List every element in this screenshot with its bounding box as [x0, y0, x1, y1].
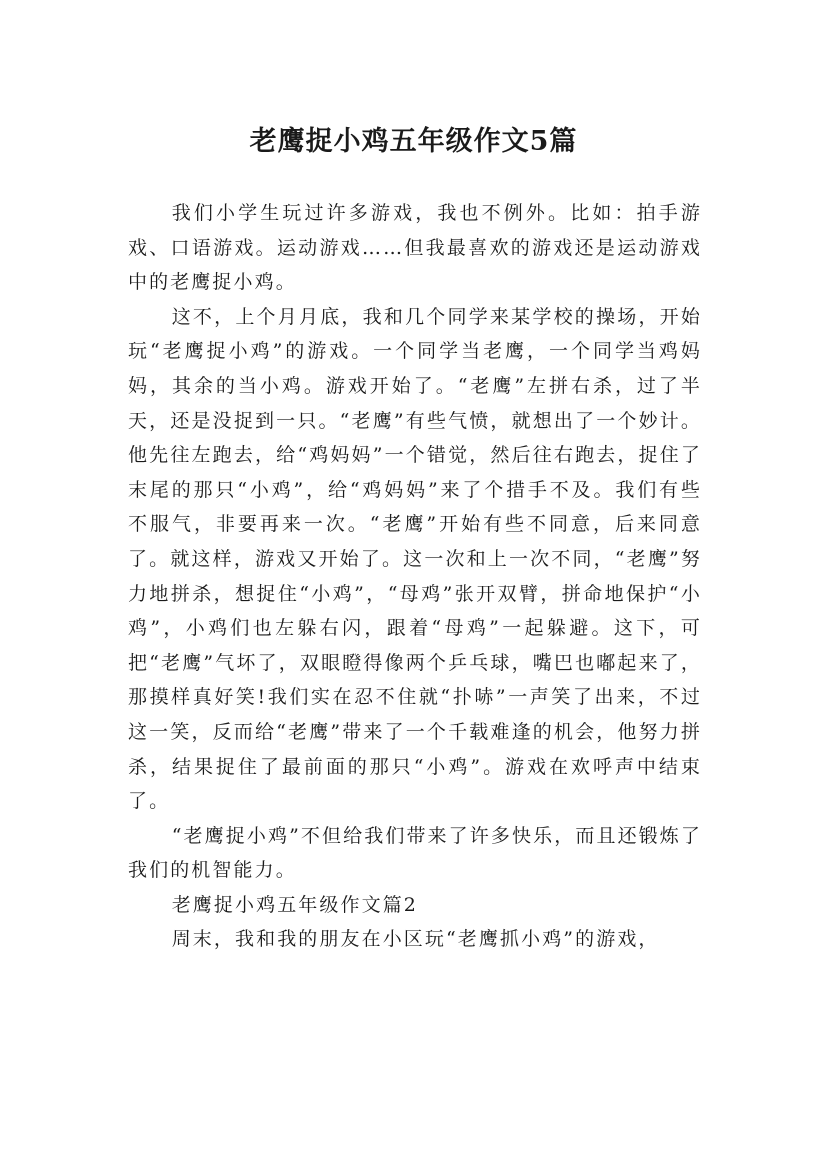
paragraph-conclusion: “老鹰捉小鸡”不但给我们带来了许多快乐，而且还锻炼了我们的机智能力。 [128, 824, 702, 882]
paragraph-intro: 我们小学生玩过许多游戏，我也不例外。比如：拍手游戏、口语游戏。运动游戏……但我最喜欢的游戏还是运动游戏中的老鹰捉小鸡。 [128, 202, 702, 294]
document-body [128, 196, 702, 957]
paragraph-story: 这不，上个月月底，我和几个同学来某学校的操场，开始玩“老鹰捉小鸡”的游戏。一个同学当老鹰，一个同学当鸡妈妈，其余的当小鸡。游戏开始了。“老鹰”左拼右杀，过了半天，还是没捉到一只。“老鹰”有些气愤，就想出了一个妙计。他先往左跑去，给“鸡妈妈”一个错觉，然后往右跑去，捉住了末尾的那只“小鸡”，给“鸡妈妈”来了个措手不及。我们有些不服气，非要再来一次。“老鹰”开始有些不同意，后来同意了。就这样，游戏又开始了。这一次和上一次不同，“老鹰”努力地拼杀，想捉住“小鸡”，“母鸡”张开双臂，拼命地保护“小鸡”，小鸡们也左躲右闪，跟着“母鸡”一起躲避。这下，可把“老鹰”气坏了，双眼瞪得像两个乒乓球，嘴巴也嘟起来了，那摸样真好笑!我们实在忍不住就“扑哧”一声笑了出来，不过这一笑，反而给“老鹰”带来了一个千载难逢的机会，他努力拼杀，结果捉住了最前面的那只“小鸡”。游戏在欢呼声中结束了。 [128, 305, 702, 813]
document-title: 老鹰捉小鸡五年级作文5篇 [249, 126, 578, 158]
section-heading: 老鹰捉小鸡五年级作文篇2 [171, 893, 418, 916]
paragraph-essay-2-opening: 周末，我和我的朋友在小区玩“老鹰抓小鸡”的游戏， [171, 928, 660, 951]
